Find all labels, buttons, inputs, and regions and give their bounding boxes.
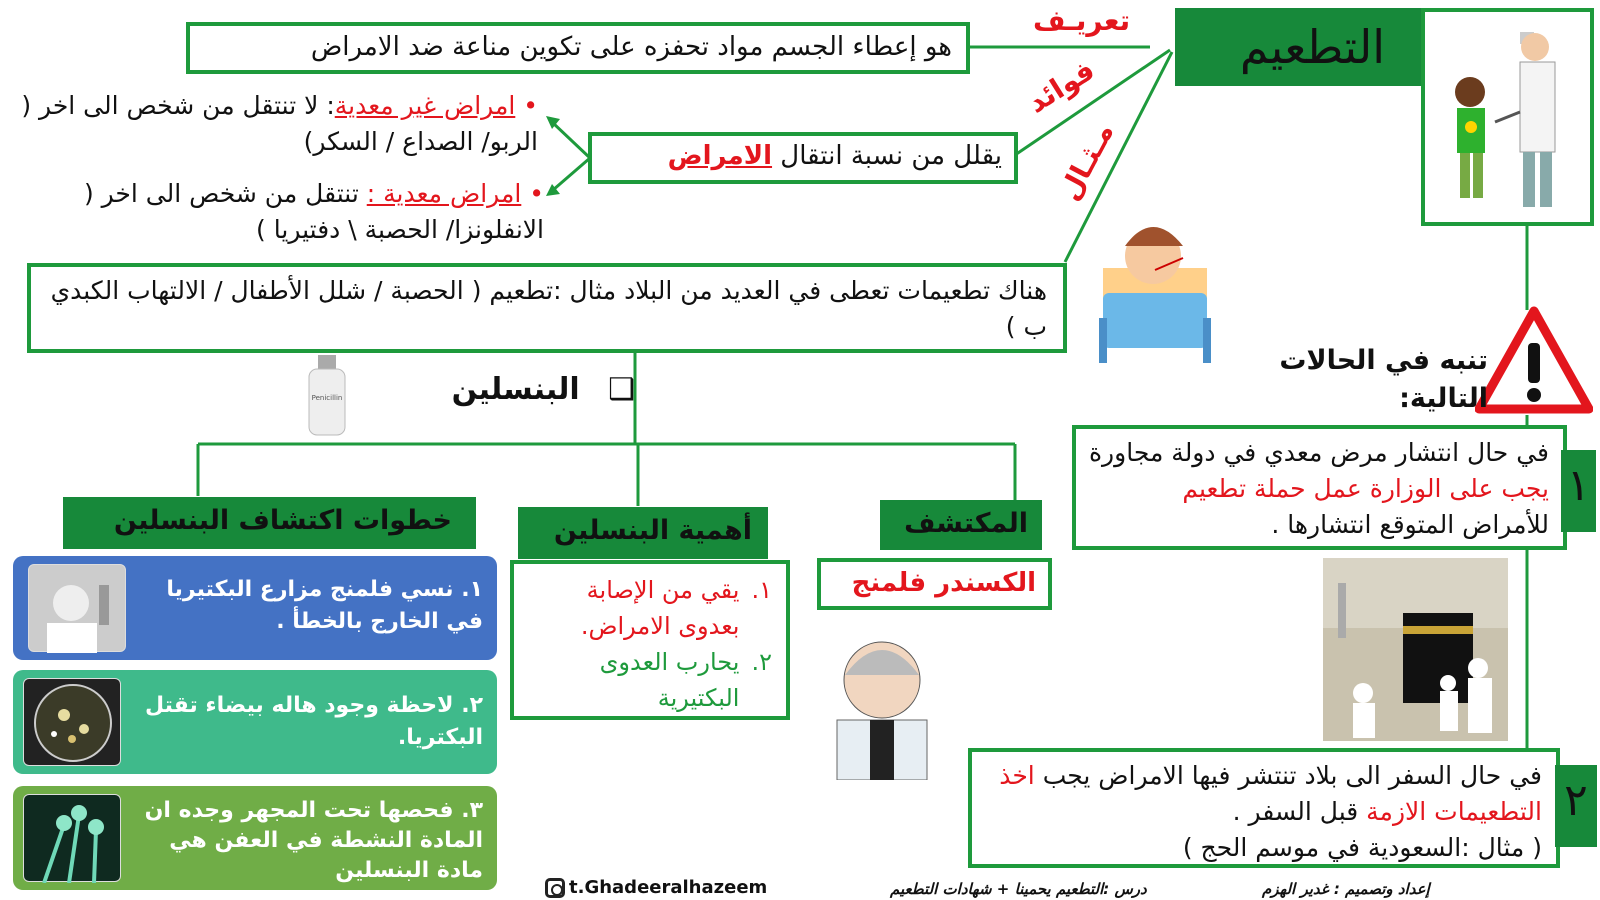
importance-heading: أهمية البنسلين: [518, 507, 768, 559]
checkbox-bullet-icon: ❑: [608, 372, 635, 407]
benefit-text: يقلل من نسبة انتقال: [772, 141, 1002, 171]
hajj-illustration: [1323, 558, 1508, 741]
infectious-text: تنتقل من شخص الى اخر ( الانفلونزا/ الحصبة \ دفتيريا ): [83, 179, 544, 244]
author-footer: إعداد وتصميم : غدير الهزم: [1262, 880, 1430, 898]
step-image-3: [23, 794, 121, 882]
instagram-handle: [545, 877, 767, 898]
infectious-block: [4, 176, 544, 248]
bullet-dot: •: [521, 179, 544, 208]
infectious-title: امراض معدية :: [366, 179, 522, 208]
steps-heading: خطوات اكتشاف البنسلين: [63, 497, 476, 549]
non-infectious-block: [10, 88, 538, 160]
importance-num-2: ٢.: [751, 648, 772, 676]
example-box: [27, 263, 1067, 353]
case1-pre: في حال انتشار مرض معدي في دولة مجاورة: [1088, 438, 1549, 467]
case2-line3: ( مثال :السعودية في موسم الحج ): [1182, 833, 1542, 862]
doctor-child-illustration: [1425, 12, 1590, 222]
case2-post: قبل السفر .: [1232, 797, 1367, 826]
case1-post: للأمراض المتوقع انتشارها .: [1271, 510, 1549, 539]
step-text-3: ٣. فحصها تحت المجهر وجده ان المادة النشطة في العفن هي مادة البنسلين: [144, 798, 483, 883]
title-box: [1175, 8, 1425, 86]
vial-illustration: [305, 355, 349, 437]
warning-heading: تنبه في الحالات التالية:: [1279, 345, 1488, 414]
case2-box: [968, 748, 1560, 868]
case2-red: اخذ التطعيمات الازمة: [999, 761, 1542, 826]
step-text-2: ٢. لاحظة وجود هاله بيضاء تقتل البكتريا.: [145, 693, 483, 750]
case2-number: ٢: [1555, 765, 1597, 847]
importance-text-2: يحارب العدوى البكتيرية: [599, 648, 740, 712]
discoverer-name-box: [817, 558, 1052, 610]
step-image-2: [23, 678, 121, 766]
importance-text-1: يقي من الإصابة بعدوى الامراض.: [580, 576, 740, 640]
fleming-portrait: [825, 625, 933, 780]
instagram-text: t.Ghadeeralhazeem: [569, 877, 768, 898]
non-infectious-text: : لا تنتقل من شخص الى اخر ( الربو/ الصداع / السكر): [21, 91, 538, 156]
benefit-emphasis: الامراض: [667, 141, 773, 171]
step-image-1: [28, 564, 126, 652]
discoverer-heading: المكتشف: [880, 500, 1042, 550]
case1-red: يجب على الوزارة عمل حملة تطعيم: [1182, 474, 1549, 503]
page-title: التطعيم: [1239, 20, 1385, 74]
importance-item-1: [522, 572, 772, 644]
instagram-icon: [545, 878, 565, 898]
case2-pre: في حال السفر الى بلاد تنتشر فيها الامراض يجب: [1034, 761, 1542, 790]
case1-number: ١: [1561, 450, 1596, 532]
example-label: مـثـال: [1052, 117, 1121, 206]
importance-num-1: ١.: [751, 576, 772, 604]
definition-box: [186, 22, 970, 74]
penicillin-heading: [410, 372, 635, 407]
non-infectious-title: امراض غير معدية: [334, 91, 516, 120]
vial-label: Penicillin: [311, 394, 343, 402]
discoverer-name: الكسندر فلمنج: [851, 568, 1036, 598]
lesson-footer: درس :التطعيم يحمينا + شهادات التطعيم: [890, 880, 1147, 898]
step-text-1: ١. نسي فلمنج مزارع البكتيريا في الخارج بالخطأ .: [166, 577, 483, 634]
bullet-dot: •: [515, 91, 538, 120]
sick-child-illustration: [1095, 198, 1215, 368]
definition-text: هو إعطاء الجسم مواد تحفزه على تكوين مناعة ضد الامراض: [310, 32, 952, 62]
example-text: هناك تطعيمات تعطى في العديد من البلاد مثال :تطعيم ( الحصبة / شلل الأطفال / الالتهاب الكبدي ب ): [50, 276, 1047, 341]
benefit-box: [588, 132, 1018, 184]
benefits-label: فوائد: [1021, 53, 1101, 120]
importance-box: [510, 560, 790, 720]
importance-item-2: [522, 644, 772, 716]
warning-icon: [1475, 305, 1593, 415]
case1-box: [1072, 425, 1567, 550]
definition-label: تعريـف: [1033, 4, 1131, 37]
doctor-image-frame: [1421, 8, 1594, 226]
penicillin-title: البنسلين: [451, 372, 580, 407]
